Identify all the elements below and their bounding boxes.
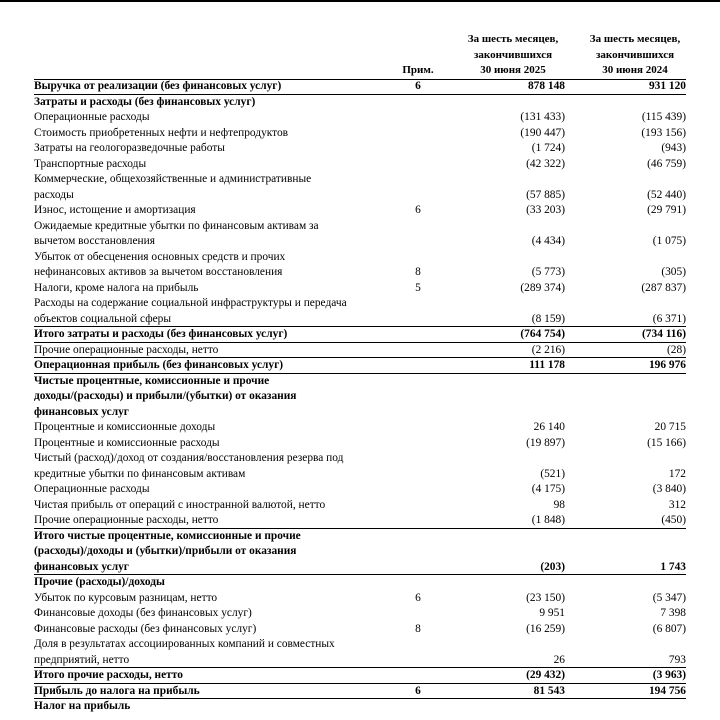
row-label: Ожидаемые кредитные убытки по финансовым активам за вычетом восстановления <box>34 219 319 247</box>
period-2025-column-header: За шесть месяцев, закончившихся 30 июня 2025 <box>467 33 559 76</box>
value-2025: 111 178 <box>529 359 565 371</box>
value-2025: (190 447) <box>520 126 565 139</box>
value-2024: (46 759) <box>647 157 686 170</box>
row-label: Итого затраты и расходы (без финансовых услуг) <box>34 328 288 340</box>
value-2025: (33 203) <box>526 204 565 216</box>
row-label: Процентные и комиссионные расходы <box>34 436 220 449</box>
row-label: Операционные расходы <box>34 483 150 495</box>
row-label: Операционная прибыль (без финансовых услуг) <box>34 359 284 371</box>
value-2025: (4 434) <box>531 235 565 247</box>
value-2025: (1 724) <box>531 142 565 154</box>
row-note: 6 <box>415 684 421 697</box>
value-2024: 196 976 <box>648 359 686 371</box>
row-label: Чистый (расход)/доход от создания/восстановления резерва под кредитные убытки по финансовым активам <box>34 452 344 480</box>
row-note: 6 <box>415 204 421 216</box>
table-row <box>0 637 720 668</box>
table-row <box>0 126 720 142</box>
value-2024: 172 <box>668 467 686 480</box>
value-2025: (5 773) <box>531 266 565 278</box>
row-note: 8 <box>415 266 421 278</box>
value-2025: (8 159) <box>531 312 565 325</box>
row-label: Убыток по курсовым разницам, нетто <box>34 591 218 604</box>
table-row <box>0 157 720 173</box>
table-row <box>0 95 720 111</box>
row-label: Налоги, кроме налога на прибыль <box>34 281 199 294</box>
row-note: 8 <box>415 622 421 635</box>
value-2024: (3 963) <box>652 669 686 681</box>
table-row <box>0 79 720 95</box>
value-2025: (19 897) <box>526 436 565 449</box>
table-row <box>0 172 720 203</box>
table-row <box>0 591 720 607</box>
row-label: Финансовые расходы (без финансовых услуг) <box>34 622 257 635</box>
table-row <box>0 296 720 327</box>
value-2025: 81 543 <box>533 684 565 697</box>
value-2024: (287 837) <box>641 281 686 294</box>
value-2025: (57 885) <box>526 188 565 201</box>
row-label: Выручка от реализации (без финансовых услуг) <box>34 80 282 92</box>
table-row <box>0 327 720 343</box>
value-2024: (6 807) <box>652 622 686 635</box>
table-row <box>0 219 720 250</box>
row-label: Коммерческие, общехозяйственные и административные расходы <box>34 173 312 201</box>
row-label: Прочие (расходы)/доходы <box>34 576 165 588</box>
value-2024: 20 715 <box>654 421 686 433</box>
value-2024: 7 398 <box>660 607 686 619</box>
row-label: Операционные расходы <box>34 111 150 123</box>
table-row <box>0 606 720 622</box>
table-row <box>0 482 720 498</box>
table-row <box>0 203 720 219</box>
value-2024: (305) <box>661 266 686 278</box>
value-2024: 1 743 <box>660 560 686 573</box>
row-label: Затраты на геологоразведочные работы <box>34 142 225 154</box>
value-2024: 312 <box>668 498 686 511</box>
value-2024: 793 <box>668 653 686 666</box>
row-note: 6 <box>415 80 421 92</box>
table-header <box>0 32 720 79</box>
table-row <box>0 498 720 514</box>
value-2024: (1 075) <box>652 235 686 247</box>
top-rule <box>0 0 720 2</box>
value-2024: (450) <box>661 514 686 526</box>
row-label: Чистая прибыль от операций с иностранной валютой, нетто <box>34 498 326 511</box>
table-row <box>0 622 720 638</box>
table-row <box>0 358 720 374</box>
row-label: Прочие операционные расходы, нетто <box>34 343 219 356</box>
row-label: Затраты и расходы (без финансовых услуг) <box>34 95 256 108</box>
value-2024: (3 840) <box>652 483 686 495</box>
value-2025: (131 433) <box>520 111 565 123</box>
value-2024: (193 156) <box>641 126 686 139</box>
value-2025: (203) <box>540 560 565 573</box>
value-2024: (734 116) <box>642 328 686 340</box>
value-2025: 98 <box>553 498 565 511</box>
value-2024: (6 371) <box>652 312 686 325</box>
value-2025: (289 374) <box>520 281 565 294</box>
value-2025: 878 148 <box>527 80 565 92</box>
row-label: Расходы на содержание социальной инфраструктуры и передача объектов социальной сферы <box>34 297 347 325</box>
income-statement-table <box>0 79 720 715</box>
row-note: 6 <box>415 591 421 604</box>
value-2024: (5 347) <box>652 591 686 604</box>
table-row <box>0 529 720 576</box>
value-2025: 26 140 <box>533 421 565 433</box>
row-note: 5 <box>415 281 421 294</box>
value-2024: (15 166) <box>647 436 686 449</box>
table-row <box>0 668 720 684</box>
row-label: Итого прочие расходы, нетто <box>34 669 183 681</box>
table-row <box>0 141 720 157</box>
table-row <box>0 374 720 421</box>
value-2025: 26 <box>553 653 565 666</box>
row-label: Чистые процентные, комиссионные и прочие доходы/(расходы) и прибыли/(убытки) от оказания финансовых услуг <box>34 374 297 418</box>
value-2025: (23 150) <box>526 591 565 604</box>
row-label: Износ, истощение и амортизация <box>34 204 196 216</box>
value-2024: (943) <box>661 142 686 154</box>
value-2025: (764 754) <box>520 328 565 340</box>
table-row <box>0 250 720 281</box>
value-2025: (29 432) <box>526 669 565 681</box>
table-row <box>0 281 720 297</box>
row-label: Прочие операционные расходы, нетто <box>34 514 219 526</box>
table-row <box>0 343 720 359</box>
value-2024: (52 440) <box>647 188 686 201</box>
table-row <box>0 420 720 436</box>
value-2024: 194 756 <box>648 684 686 697</box>
row-label: Прибыль до налога на прибыль <box>34 684 200 697</box>
value-2025: (4 175) <box>531 483 565 495</box>
row-label: Убыток от обесценения основных средств и прочих нефинансовых активов за вычетом восстановления <box>34 250 286 278</box>
value-2025: (42 322) <box>526 157 565 170</box>
value-2025: (2 216) <box>531 343 565 356</box>
value-2025: (521) <box>540 467 565 480</box>
table-row <box>0 436 720 452</box>
value-2025: (16 259) <box>526 622 565 635</box>
table-row <box>0 684 720 700</box>
row-label: Транспортные расходы <box>34 157 147 170</box>
note-column-header: Прим. <box>402 64 434 76</box>
table-row <box>0 513 720 529</box>
value-2024: (28) <box>667 343 686 356</box>
row-label: Итого чистые процентные, комиссионные и прочие (расходы)/доходы и (убытки)/прибыли от оказания финансовых услуг <box>34 529 301 573</box>
table-row <box>0 451 720 482</box>
value-2024: (29 791) <box>647 204 686 216</box>
row-label: Стоимость приобретенных нефти и нефтепродуктов <box>34 126 289 139</box>
value-2024: (115 439) <box>641 111 686 123</box>
row-label: Процентные и комиссионные доходы <box>34 421 216 433</box>
value-2025: 9 951 <box>539 607 565 619</box>
value-2025: (1 848) <box>531 514 565 526</box>
value-2024: 931 120 <box>648 80 686 92</box>
table-row <box>0 575 720 591</box>
period-2024-column-header: За шесть месяцев, закончившихся 30 июня 2024 <box>589 33 681 76</box>
row-label: Финансовые доходы (без финансовых услуг) <box>34 607 252 619</box>
row-label: Налог на прибыль <box>34 700 131 712</box>
table-row <box>0 110 720 126</box>
row-label: Доля в результатах ассоциированных компаний и совместных предприятий, нетто <box>34 638 335 666</box>
table-row <box>0 699 720 715</box>
